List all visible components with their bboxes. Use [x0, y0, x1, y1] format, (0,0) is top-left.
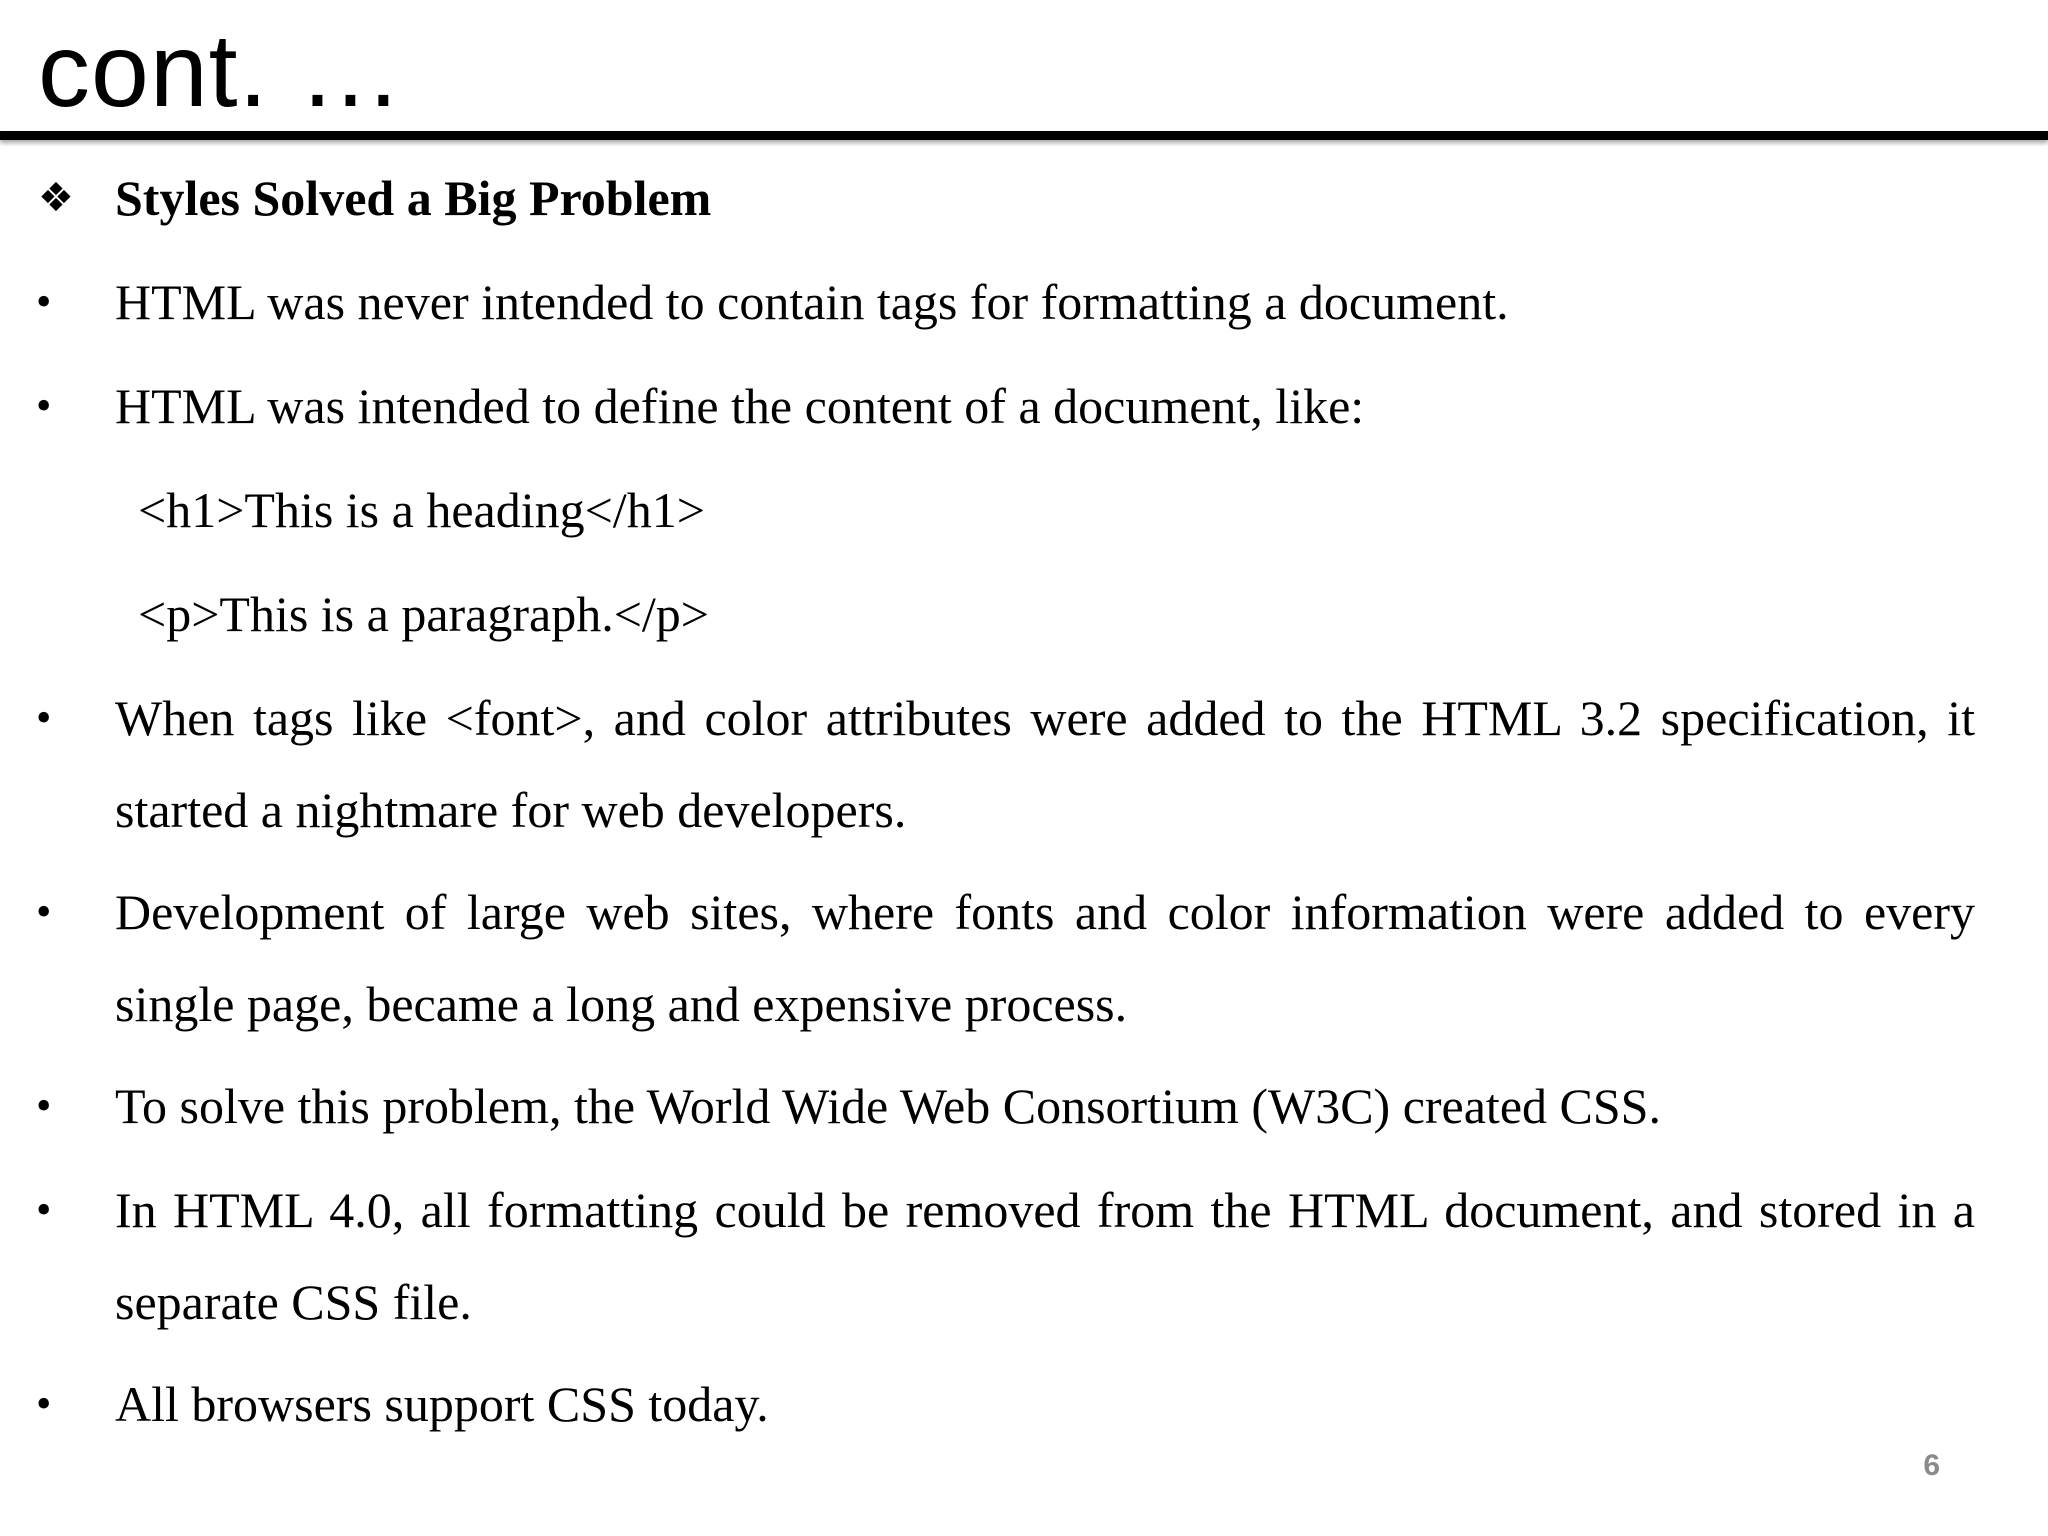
list-item-text: HTML was never intended to contain tags for formatting a document. — [115, 274, 1509, 330]
page-number: 6 — [1923, 1449, 1940, 1482]
section-heading: Styles Solved a Big Problem — [115, 170, 712, 226]
bullet-icon: • — [36, 1379, 52, 1428]
bullet-icon: • — [36, 381, 52, 430]
diamond-bullet-icon: ❖ — [38, 175, 74, 221]
bullet-icon: • — [36, 1185, 52, 1234]
bullet-icon: • — [36, 887, 52, 936]
slide-title: cont. … — [38, 13, 404, 129]
bullet-icon: • — [36, 693, 52, 742]
title-divider — [0, 131, 2048, 140]
code-example-paragraph: <p>This is a paragraph.</p> — [138, 586, 709, 642]
list-item-text: Development of large web sites, where fonts and color information were added to every single page, became a long and expensive process. — [115, 884, 1975, 1032]
code-example-heading: <h1>This is a heading</h1> — [138, 482, 705, 538]
list-item-text: In HTML 4.0, all formatting could be removed from the HTML document, and stored in a separate CSS file. — [115, 1182, 1975, 1330]
list-item-text: All browsers support CSS today. — [115, 1376, 769, 1432]
bullet-icon: • — [36, 277, 52, 326]
list-item-text: When tags like <font>, and color attributes were added to the HTML 3.2 specification, it started a nightmare for web developers. — [115, 690, 1975, 838]
list-item-text: To solve this problem, the World Wide Web Consortium (W3C) created CSS. — [115, 1078, 1661, 1134]
bullet-icon: • — [36, 1081, 52, 1130]
list-item-text: HTML was intended to define the content of a document, like: — [115, 378, 1365, 434]
